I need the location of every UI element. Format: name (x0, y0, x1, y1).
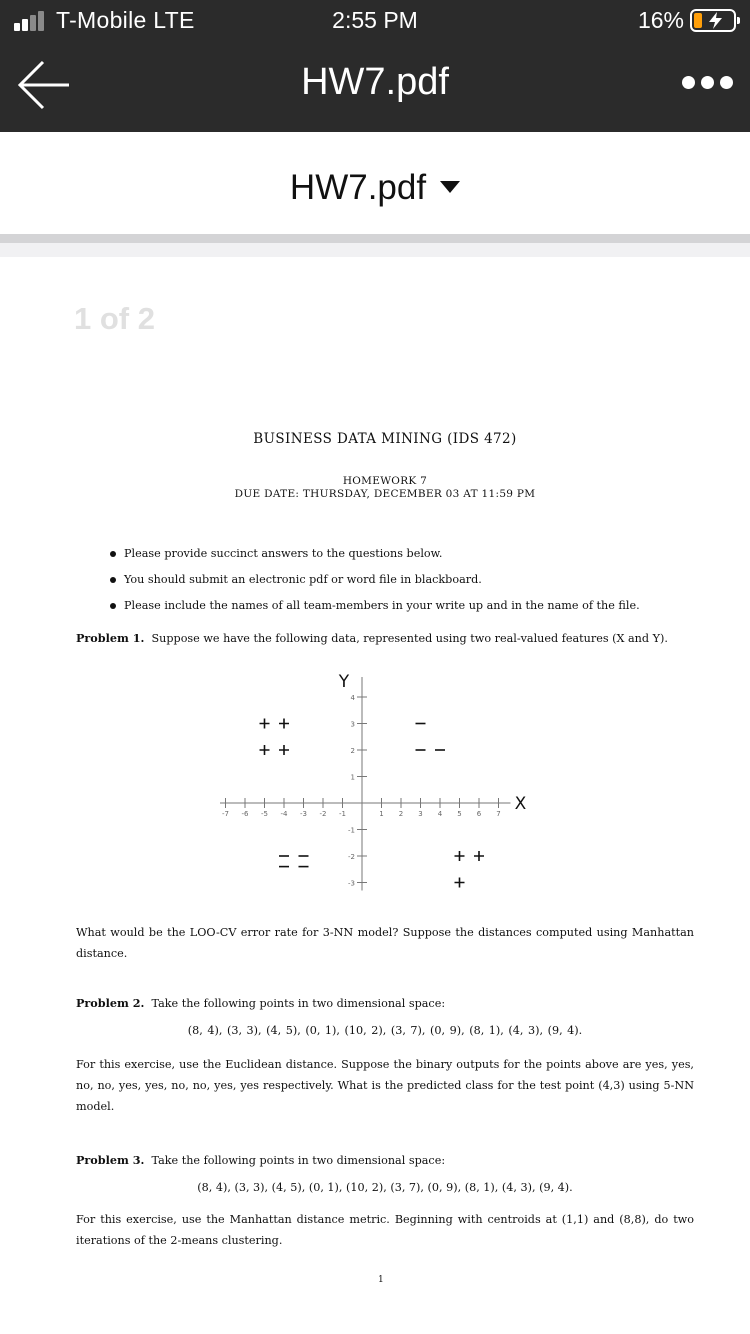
x-tick-label: -1 (339, 810, 346, 818)
nav-title: HW7.pdf (301, 61, 449, 103)
problem2-label: Problem 2. (76, 996, 145, 1010)
battery-fill (694, 13, 702, 28)
problem3-points: (8, 4), (3, 3), (4, 5), (0, 1), (10, 2), (3, 7), (0, 9), (8, 1), (4, 3), (9, 4). (197, 1181, 573, 1194)
y-tick-label: -1 (348, 826, 355, 835)
problem2-statement (76, 993, 694, 1014)
problem1-statement (76, 628, 694, 649)
y-tick-label: 3 (350, 720, 355, 729)
plus-point (260, 745, 270, 755)
problem3-statement (76, 1150, 694, 1171)
plus-point (455, 878, 465, 888)
y-tick-label: -3 (348, 879, 355, 888)
bolt-icon (705, 11, 727, 30)
x-axis-label: X (514, 794, 527, 814)
problem1-scatter-plot (220, 655, 550, 895)
problem2-detail: For this exercise, use the Euclidean distance. Suppose the binary outputs for the points above are yes, yes, no, no, yes, yes, no, no, yes, yes respectively. What is the predicted class for the test point (4,3) using 5-NN model. (76, 1058, 694, 1113)
caret-down-icon (440, 181, 460, 193)
due-date: DUE DATE: THURSDAY, DECEMBER 03 AT 11:59 PM (234, 488, 536, 500)
more-icon-dot (682, 76, 695, 89)
header-shadow (0, 243, 750, 257)
document-selector[interactable] (0, 168, 750, 208)
plus-point (260, 719, 270, 729)
plus-point (474, 851, 484, 861)
battery-charging-icon (690, 9, 736, 32)
document-header (0, 132, 750, 234)
instruction-item: You should submit an electronic pdf or word file in blackboard. (110, 567, 640, 593)
nav-bar (0, 42, 750, 132)
x-tick-label: -4 (280, 810, 288, 818)
course-title: BUSINESS DATA MINING (IDS 472) (253, 431, 517, 447)
battery-percent: 16% (637, 7, 684, 33)
instruction-item: Please include the names of all team-members in your write up and in the name of the file. (110, 593, 640, 619)
header-divider (0, 234, 750, 243)
x-tick-label: -3 (300, 810, 307, 818)
problem1-text: Suppose we have the following data, represented using two real-valued features (X and Y). (151, 632, 668, 645)
x-tick-label: 5 (457, 810, 462, 818)
instruction-item: Please provide succinct answers to the questions below. (110, 541, 640, 567)
x-tick-label: 4 (437, 810, 443, 818)
instructions-list (110, 541, 640, 619)
plus-point (279, 745, 289, 755)
x-tick-label: -7 (222, 810, 229, 818)
y-tick-label: 1 (350, 773, 355, 782)
problem2-text: Take the following points in two dimensional space: (151, 997, 446, 1010)
y-tick-label: 4 (350, 694, 355, 702)
problem1-question: What would be the LOO-CV error rate for 3-NN model? Suppose the distances computed using Manhattan distance. (76, 926, 694, 960)
y-axis-label: Y (338, 672, 350, 692)
problem1-label: Problem 1. (76, 631, 145, 645)
x-tick-label: 2 (398, 810, 404, 818)
top-bar (0, 0, 750, 132)
clock: 2:55 PM (332, 7, 418, 33)
document-selector-label: HW7.pdf (289, 168, 427, 207)
problem3-detail: For this exercise, use the Manhattan distance metric. Beginning with centroids at (1,1) and (8,8), do two iterations of the 2-means clustering. (76, 1213, 694, 1247)
more-button[interactable] (680, 70, 736, 94)
problem2-points: (8, 4), (3, 3), (4, 5), (0, 1), (10, 2), (3, 7), (0, 9), (8, 1), (4, 3), (9, 4). (187, 1024, 583, 1037)
page-indicator: 1 of 2 (74, 301, 155, 336)
status-bar (0, 0, 750, 42)
battery-nub (737, 17, 740, 24)
problem3-text: Take the following points in two dimensional space: (151, 1154, 446, 1167)
plus-point (455, 851, 465, 861)
more-icon-dot (701, 76, 714, 89)
x-tick-label: -6 (241, 810, 249, 818)
problem3-label: Problem 3. (76, 1153, 145, 1167)
more-icon-dot (720, 76, 733, 89)
plus-point (279, 719, 289, 729)
x-tick-label: -2 (319, 810, 327, 818)
x-tick-label: 3 (418, 810, 423, 818)
x-tick-label: 6 (476, 810, 482, 818)
homework-title: HOMEWORK 7 (342, 475, 428, 487)
x-tick-label: 7 (496, 810, 501, 818)
y-tick-label: -2 (348, 853, 355, 861)
y-tick-label: 2 (350, 747, 355, 755)
carrier-label: T-Mobile LTE (56, 7, 195, 33)
x-tick-label: -5 (261, 810, 268, 818)
page-number: 1 (378, 1275, 384, 1285)
pdf-page[interactable] (0, 257, 750, 1334)
x-tick-label: 1 (379, 810, 384, 818)
